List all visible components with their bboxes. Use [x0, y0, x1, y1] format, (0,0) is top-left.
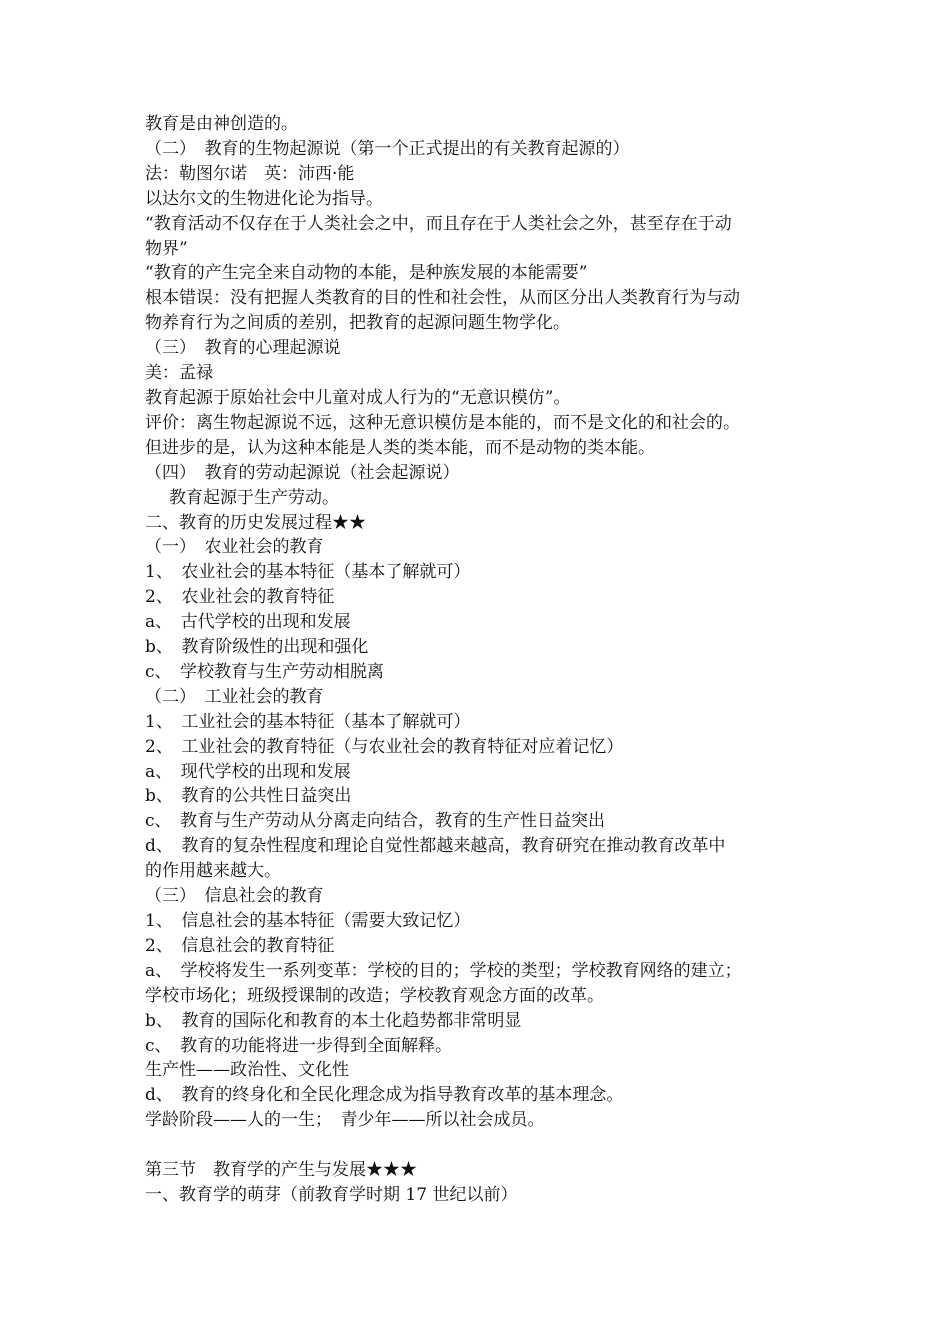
quote-line: “教育的产生完全来自动物的本能，是种族发展的本能需要” — [145, 263, 588, 284]
text-line: 以达尔文的生物进化论为指导。 — [145, 188, 383, 209]
section-heading: （三） 信息社会的教育 — [145, 886, 324, 907]
list-item: 2、 工业社会的教育特征（与农业社会的教育特征对应着记忆） — [145, 736, 624, 757]
blank-line — [145, 1133, 815, 1158]
text-line: 教育是由神创造的。 — [145, 114, 298, 134]
section-heading: 一、教育学的萌芽（前教育学时期 17 世纪以前） — [145, 1184, 518, 1205]
section-heading: （二） 工业社会的教育 — [145, 686, 324, 707]
section-heading: （三） 教育的心理起源说 — [145, 338, 341, 359]
list-item: d、 教育的终身化和全民化理念成为指导教育改革的基本理念。 — [145, 1085, 624, 1106]
section-heading: （四） 教育的劳动起源说（社会起源说） — [145, 462, 460, 483]
text-line: 法：勒图尔诺 英：沛西·能 — [145, 163, 355, 184]
list-item: 1、 信息社会的基本特征（需要大致记忆） — [145, 911, 471, 931]
list-item: a、 古代学校的出现和发展 — [145, 612, 351, 633]
list-item: 1、 农业社会的基本特征（基本了解就可） — [145, 562, 471, 583]
text-line: 生产性——政治性、文化性 — [145, 1060, 349, 1081]
text-line: 根本错误：没有把握人类教育的目的性和社会性，从而区分出人类教育行为与动 — [145, 288, 740, 309]
list-item: c、 学校教育与生产劳动相脱离 — [145, 661, 385, 682]
text-line: 但进步的是，认为这种本能是人类的类本能，而不是动物的类本能。 — [145, 437, 655, 458]
text-line: 的作用越来越大。 — [145, 861, 281, 882]
document-body — [145, 112, 815, 1208]
quote-line: 物界” — [145, 238, 188, 259]
section-heading: （二） 教育的生物起源说（第一个正式提出的有关教育起源的） — [145, 138, 630, 159]
list-item: a、 学校将发生一系列变革：学校的目的；学校的类型；学校教育网络的建立； — [145, 960, 742, 981]
list-item: c、 教育的功能将进一步得到全面解释。 — [145, 1035, 453, 1056]
chapter-heading: 二、教育的历史发展过程★★ — [145, 512, 366, 533]
list-item: d、 教育的复杂性程度和理论自觉性都越来越高，教育研究在推动教育改革中 — [145, 836, 726, 857]
list-item: c、 教育与生产劳动从分离走向结合，教育的生产性日益突出 — [145, 811, 606, 832]
text-line: 美：孟禄 — [145, 363, 213, 384]
text-line: 物养育行为之间质的差别，把教育的起源问题生物学化。 — [145, 313, 570, 334]
chapter-heading: 第三节 教育学的产生与发展★★★ — [145, 1160, 417, 1181]
list-item: 2、 信息社会的教育特征 — [145, 935, 335, 956]
text-line: 学校市场化；班级授课制的改造；学校教育观念方面的改革。 — [145, 985, 604, 1006]
text-line: 评价：离生物起源说不远，这种无意识模仿是本能的，而不是文化的和社会的。 — [145, 412, 740, 433]
list-item: a、 现代学校的出现和发展 — [145, 761, 351, 782]
list-item: b、 教育的公共性日益突出 — [145, 786, 352, 807]
text-line: 学龄阶段——人的一生； 青少年——所以社会成员。 — [145, 1110, 545, 1131]
list-item: 1、 工业社会的基本特征（基本了解就可） — [145, 711, 471, 732]
text-line: 教育起源于原始社会中儿童对成人行为的“无意识模仿”。 — [145, 387, 571, 408]
quote-line: “教育活动不仅存在于人类社会之中，而且存在于人类社会之外，甚至存在于动 — [145, 213, 732, 234]
section-heading: （一） 农业社会的教育 — [145, 537, 324, 558]
text-line: 教育起源于生产劳动。 — [169, 487, 339, 508]
list-item: 2、 农业社会的教育特征 — [145, 587, 335, 608]
list-item: b、 教育的国际化和教育的本土化趋势都非常明显 — [145, 1010, 522, 1031]
list-item: b、 教育阶级性的出现和强化 — [145, 637, 369, 658]
